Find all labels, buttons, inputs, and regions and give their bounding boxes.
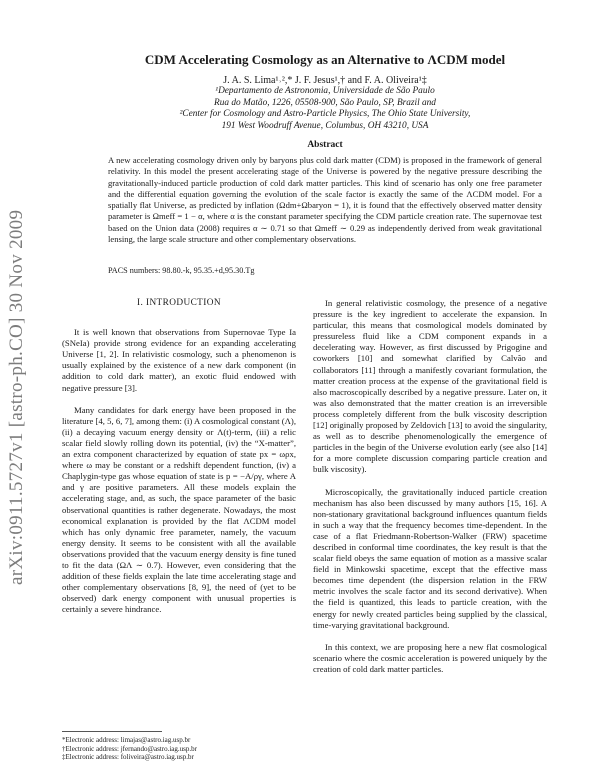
abstract-heading: Abstract: [307, 140, 343, 150]
pacs-numbers: PACS numbers: 98.80.-k, 95.35.+d,95.30.Tg: [108, 266, 255, 275]
footnote: *Electronic address: limajas@astro.iag.usp.br: [62, 736, 191, 744]
paper-title: CDM Accelerating Cosmology as an Alternative to ΛCDM model: [144, 52, 506, 67]
arxiv-identifier: arXiv:0911.5727v1 [astro-ph.CO] 30 Nov 2009: [6, 209, 27, 585]
author-list: J. A. S. Lima¹˒²,* J. F. Jesus¹,† and F. A. Oliveira¹‡: [223, 75, 427, 86]
right-column: [313, 298, 547, 686]
footnote-rule: [62, 731, 162, 732]
left-column: [62, 298, 296, 626]
affiliation-line: Rua do Matão, 1226, 05508-900, São Paulo, SP, Brazil and: [214, 97, 436, 108]
paragraph: In general relativistic cosmology, the presence of a negative pressure is the key ingredient to accelerate the expansion. In particular, this means that cosmological models dominated by pressureless fluid like a CDM component expands in a decelerating way. However, as first discussed by Prigogine and coworkers [10] and somewhat clarified by Calvão and collaborators [11] through a manifestly covariant formulation, the matter creation process at the expense of the gravitational field is also macroscopically described by a negative pressure. Later on, it was also demonstrated that the matter creation is an irreversible process completely different from the bulk viscosity description [12] originally proposed by Zeldovich [13] to avoid the singularity, as well as to describe phenomenologically the emergence of particles in the begin of the Universe evolution early (see also [14] for a more complete discussion comparing particle creation and bulk viscosity).: [313, 298, 547, 475]
affiliations: [90, 86, 560, 132]
affiliation-line: 191 West Woodruff Avenue, Columbus, OH 43210, USA: [221, 120, 429, 131]
paragraph: Many candidates for dark energy have been proposed in the literature [4, 5, 6, 7], among them: (i) A cosmological constant (Λ), (ii) a decaying vacuum energy density or Λ(t)-term, (iii) a relic scalar field slowly rolling down its potential, (iv) the “X-matter”, an extra component characterized by equation of state px = ωρx, where ω may be constant or a redshift dependent function, (iv) a Chaplygin-type gas whose equation of state is p = −A/ργ, where A and γ are positive parameters. All these models explain the accelerating stage, and, as such, the space parameter of the basic observational quantities is rather degenerate. Nowadays, the most economical explanation is provided by the flat ΛCDM model which has only dynamic free parameter, namely, the vacuum energy density. It seems to be consistent with all the available observations provided that the vacuum energy density is fine tuned to fit the data (ΩΛ ∼ 0.7). However, even considering that the addition of these fields explain the late time accelerating stage and other complementary observations [8, 9], the need of (yet to be observed) dark energy component with unusual properties is certainly a severe hindrance.: [62, 404, 296, 615]
section-heading: I. INTRODUCTION: [137, 298, 221, 308]
footnote: †Electronic address: jfernando@astro.iag.usp.br: [62, 744, 197, 753]
footnote: ‡Electronic address: foliveira@astro.iag.usp.br: [62, 753, 194, 762]
footnotes: [62, 736, 296, 762]
affiliation-line: ²Center for Cosmology and Astro-Particle Physics, The Ohio State University,: [179, 109, 471, 119]
paragraph: In this context, we are proposing here a new flat cosmological scenario where the cosmic acceleration is powered uniquely by the creation of cold dark matter particles.: [313, 641, 547, 674]
paragraph: Microscopically, the gravitationally induced particle creation mechanism has also been discussed by many authors [15, 16]. A non-stationary gravitational background influences quantum fields in such a way that the frequency becomes time-dependent. In the case of a flat Friedmann-Robertson-Walker (FRW) spacetime described in conformal time coordinates, the key result is that the scalar field obeys the same equation of motion as a massive scalar field in Minkowski spacetime, except that the effective mass becomes time dependent (the dispersion relation in the FRW metric involves the scale factor and its second derivative). When the field is quantized, this leads to particle creation, with the energy for newly created particles being supplied by the classical, time-varying gravitational background.: [313, 486, 547, 630]
affiliation-line: ¹Departamento de Astronomia, Universidade de São Paulo: [215, 86, 435, 96]
paragraph: It is well known that observations from Supernovae Type Ia (SNeIa) provide strong evidence for an expanding accelerating Universe [1, 2]. In relativistic cosmology, such a phenomenon is usually explained by the existence of a new dark component (in addition to cold dark matter), an exotic fluid endowed with negative pressure [3].: [62, 327, 296, 393]
abstract-text: A new accelerating cosmology driven only by baryons plus cold dark matter (CDM) is proposed in the framework of general relativity. In this model the present accelerating stage of the Universe is powered by the negative pressure describing the gravitationally-induced particle production of cold dark matter particles. This kind of scenario has only one free parameter and the differential equation governing the evolution of the scale factor is exactly the same of the ΛCDM model. For a spatially flat Universe, as predicted by inflation (Ωdm+Ωbaryon = 1), it is found that the effectively observed matter density parameter is Ωmeff = 1 − α, where α is the constant parameter specifying the CDM particle creation rate. The supernovae test based on the Union data (2008) requires α ∼ 0.71 so that Ωmeff ∼ 0.29 as independently derived from weak gravitational lensing, the large scale structure and other complementary observations.: [108, 155, 542, 245]
